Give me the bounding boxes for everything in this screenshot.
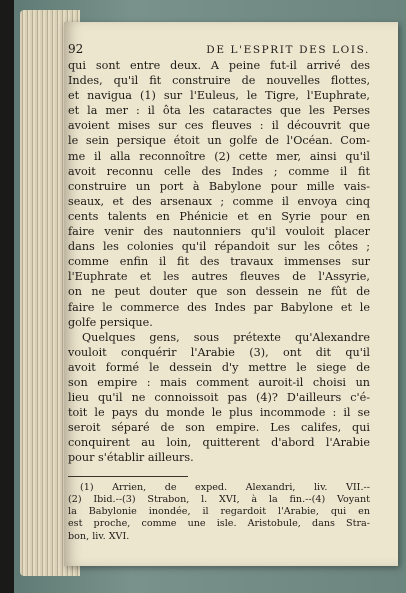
- page-text: [68, 42, 370, 543]
- text-line: vouloit conquérir l'Arabie (3), ont dit qu'il: [68, 345, 370, 359]
- text-line: et la mer : il ôta les cataractes que les Perses: [68, 104, 370, 118]
- footnote-line: bon, liv. XVI.: [68, 530, 130, 542]
- text-line: Indes, qu'il fit construire de nouvelles flottes,: [68, 74, 370, 88]
- footnote-line: (1) Arrien, de exped. Alexandri, liv. VII.--: [80, 481, 370, 493]
- paragraph-1: [68, 58, 370, 330]
- text-line: seaux, et des arsenaux ; comme il envoya cinq: [68, 194, 370, 208]
- text-line: avoit reconnu celle des Indes ; comme il fit: [68, 164, 370, 178]
- footnote-line: est proche, comme une isle. Aristobule, dans Stra-: [68, 518, 370, 530]
- text-line: seroit séparé de son empire. Les califes, qui: [68, 421, 370, 435]
- text-line: avoient mises sur ces fleuves : il découvrit que: [68, 119, 370, 133]
- text-line: faire le commerce des Indes par Babylone et le: [68, 300, 370, 314]
- text-line: faire venir des nautonniers qu'il vouloit placer: [68, 225, 370, 239]
- page-number: 92: [68, 42, 84, 56]
- footnote-line: la Babylonie inondée, il regardoit l'Arabie, qui en: [68, 506, 370, 518]
- text-line: le sein persique étoit un golfe de l'Océan. Com-: [68, 134, 370, 148]
- text-line: Quelques gens, sous prétexte qu'Alexandre: [82, 330, 370, 344]
- text-line: toit le pays du monde le plus incommode : il se: [68, 406, 370, 420]
- text-line: cents talents en Phénicie et en Syrie pour en: [68, 209, 370, 223]
- text-line: et navigua (1) sur l'Euleus, le Tigre, l'Euphrate,: [68, 89, 370, 103]
- text-line: me il alla reconnoître (2) cette mer, ainsi qu'il: [68, 149, 370, 163]
- text-line: qui sont entre deux. A peine fut-il arrivé des: [68, 59, 370, 72]
- text-line: conquirent au loin, quitterent d'abord l'Arabie: [68, 436, 370, 450]
- text-line: dans les colonies qu'il répandoit sur les côtes ;: [68, 240, 370, 254]
- text-line: son empire : mais comment auroit-il choisi un: [68, 375, 370, 389]
- footnote-divider: [68, 476, 188, 477]
- paragraph-2: [68, 330, 370, 466]
- text-line: comme enfin il fit des travaux immenses sur: [68, 255, 370, 269]
- text-line: on ne peut douter que son dessein ne fût de: [68, 285, 370, 299]
- text-line: l'Euphrate et les autres fleuves de l'Assyrie,: [68, 270, 370, 284]
- text-line: construire un port à Babylone pour mille vais-: [68, 179, 370, 193]
- footnotes: [68, 482, 370, 543]
- text-line: lieu qu'il ne connoissoit pas (4)? D'ailleurs c'é-: [68, 391, 370, 405]
- footnote-line: (2) Ibid.--(3) Strabon, l. XVI, à la fin.--(4) Voyant: [68, 493, 370, 505]
- running-title: DE L'ESPRIT DES LOIS.: [206, 44, 370, 56]
- running-header: [68, 42, 370, 56]
- text-line: golfe persique.: [68, 315, 153, 329]
- text-line: pour s'établir ailleurs.: [68, 451, 194, 465]
- text-line: avoit formé le dessein d'y mettre le siege de: [68, 360, 370, 374]
